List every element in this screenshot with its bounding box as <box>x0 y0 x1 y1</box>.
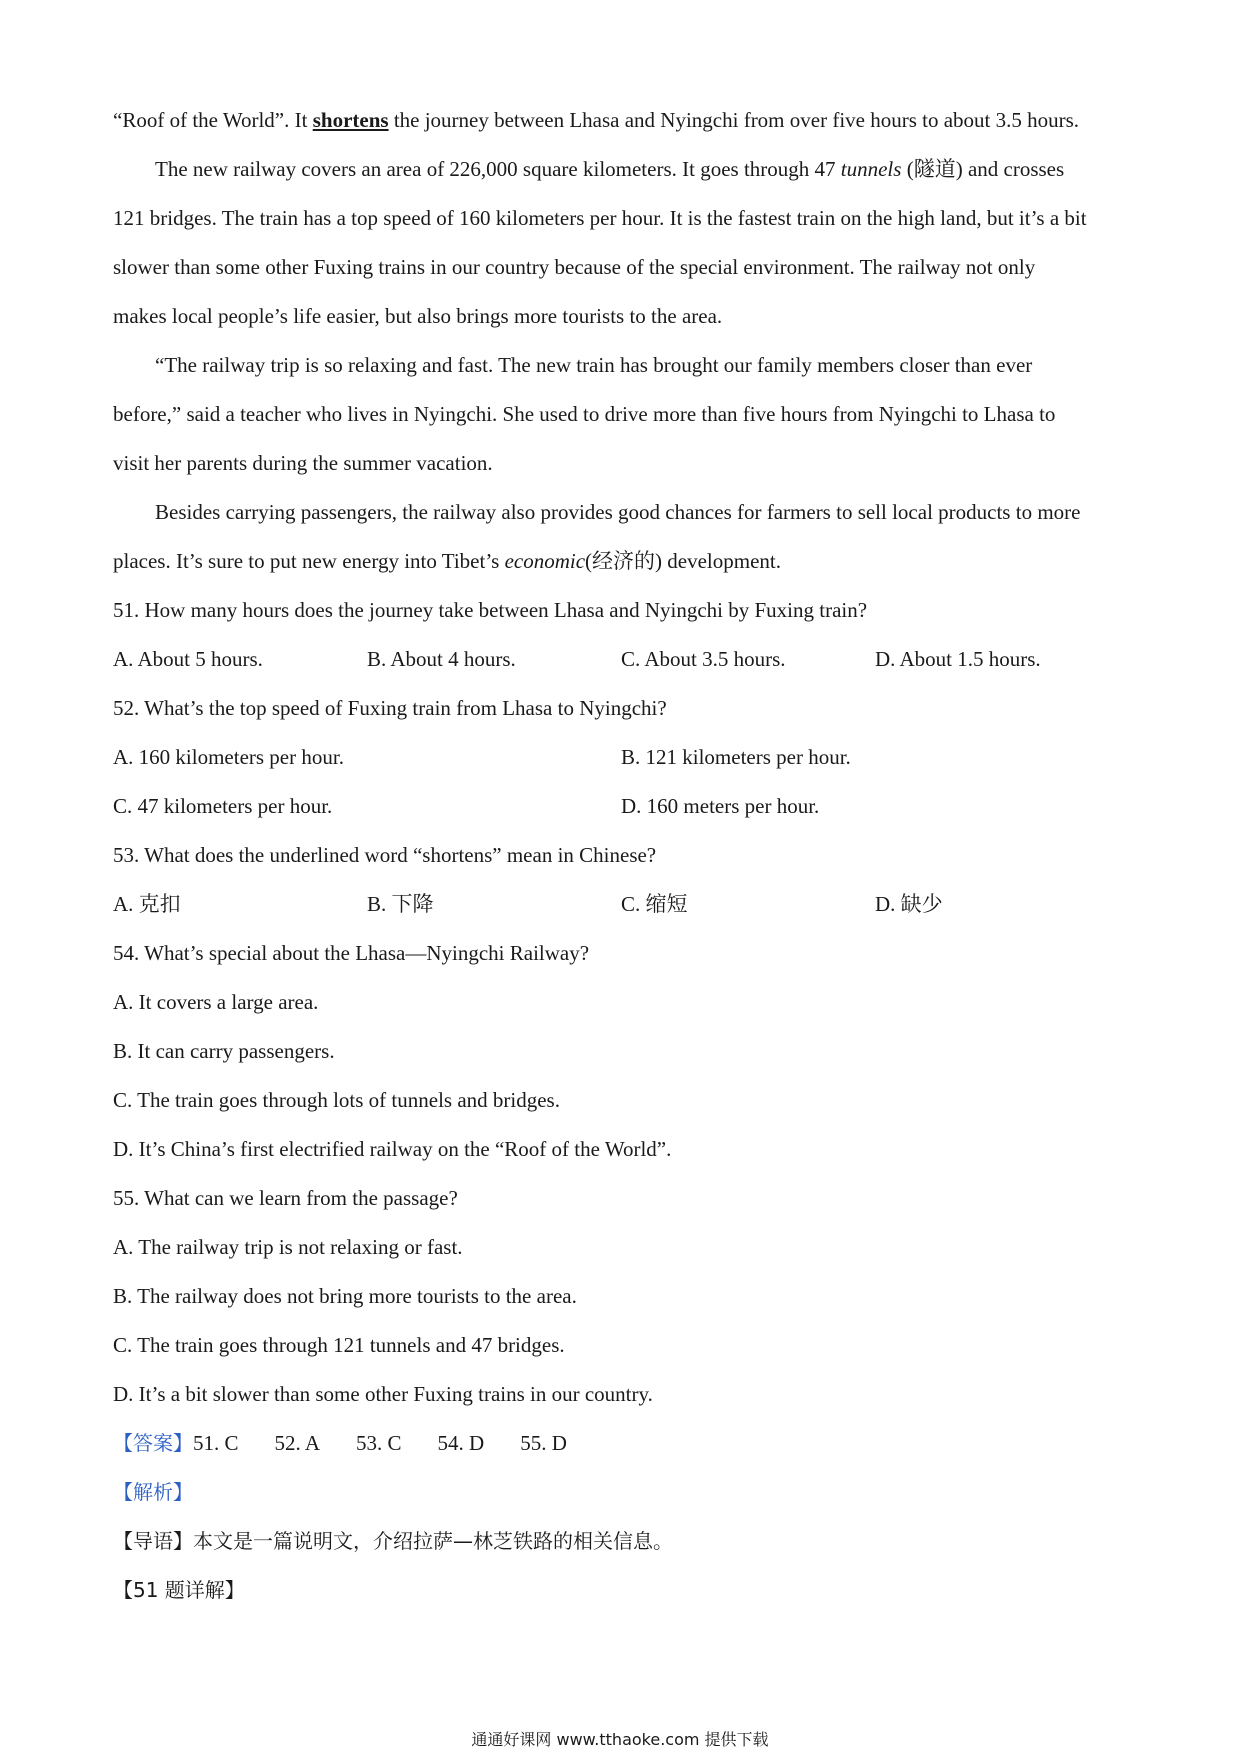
option-b: B. 121 kilometers per hour. <box>621 745 851 769</box>
question-52-stem: 52. What’s the top speed of Fuxing train from Lhasa to Nyingchi? <box>113 696 667 720</box>
option-b: B. It can carry passengers. <box>113 1039 335 1063</box>
intro-line <box>113 1517 1133 1566</box>
option-d: D. It’s China’s first electrified railway on the “Roof of the World”. <box>113 1137 672 1161</box>
option-b: B. 下降 <box>367 892 434 916</box>
option-c: C. About 3.5 hours. <box>621 647 786 671</box>
option-c: C. The train goes through lots of tunnels and bridges. <box>113 1088 560 1112</box>
analysis-line <box>113 1468 1133 1517</box>
analysis-tag: 【解析】 <box>113 1480 193 1504</box>
passage-line: Besides carrying passengers, the railway also provides good chances for farmers to sell local products to more <box>155 500 1081 524</box>
passage-text: The new railway covers an area of 226,000 square kilometers. It goes through 47 <box>155 157 841 181</box>
option-a: A. The railway trip is not relaxing or fast. <box>113 1235 463 1259</box>
passage-text: the journey between Lhasa and Nyingchi from over five hours to about 3.5 hours. <box>388 108 1080 132</box>
question-52-options-row1 <box>113 733 1133 782</box>
passage-line <box>113 537 1133 586</box>
passage-line: before,” said a teacher who lives in Nyingchi. She used to drive more than five hours from Nyingchi to Lhasa to <box>113 402 1056 426</box>
passage-line: “The railway trip is so relaxing and fast. The new train has brought our family members closer than ever <box>155 353 1033 377</box>
passage-line: visit her parents during the summer vacation. <box>113 451 493 475</box>
italic-word-economic: economic <box>504 549 586 573</box>
question-53-stem: 53. What does the underlined word “shortens” mean in Chinese? <box>113 843 657 867</box>
underlined-word-shortens: shortens <box>312 108 389 132</box>
intro-text: 本文是一篇说明文，介绍拉萨—林芝铁路的相关信息。 <box>193 1529 673 1553</box>
answer-item: 54. D <box>437 1431 485 1455</box>
question-55-stem: 55. What can we learn from the passage? <box>113 1186 458 1210</box>
passage-line <box>113 96 1133 145</box>
passage-line: 121 bridges. The train has a top speed of 160 kilometers per hour. It is the fastest train on the high land, but it’s a bit <box>113 206 1087 230</box>
passage-text: (经济的) development. <box>585 549 781 573</box>
answer-item: 51. C <box>193 1431 239 1455</box>
question-54-stem: 54. What’s special about the Lhasa—Nyingchi Railway? <box>113 941 590 965</box>
document-page <box>113 96 1133 1615</box>
option-a: A. It covers a large area. <box>113 990 319 1014</box>
option-a: A. About 5 hours. <box>113 647 263 671</box>
passage-text: (隧道) and crosses <box>901 157 1065 181</box>
question-51-options <box>113 635 1133 684</box>
option-b: B. About 4 hours. <box>367 647 516 671</box>
option-c: C. 47 kilometers per hour. <box>113 794 333 818</box>
passage-line: makes local people’s life easier, but also brings more tourists to the area. <box>113 304 723 328</box>
passage-text: places. It’s sure to put new energy into Tibet’s <box>113 549 505 573</box>
passage-line: slower than some other Fuxing trains in our country because of the special environment. The railway not only <box>113 255 1036 279</box>
option-a: A. 克扣 <box>113 892 181 916</box>
passage-line <box>113 145 1133 194</box>
option-d: D. 缺少 <box>875 892 943 916</box>
question-53-options <box>113 880 1133 929</box>
question-51-stem: 51. How many hours does the journey take between Lhasa and Nyingchi by Fuxing train? <box>113 598 868 622</box>
answer-tag: 【答案】 <box>113 1431 193 1455</box>
option-d: D. 160 meters per hour. <box>621 794 820 818</box>
option-c: C. The train goes through 121 tunnels and 47 bridges. <box>113 1333 565 1357</box>
answer-item: 53. C <box>356 1431 402 1455</box>
option-b: B. The railway does not bring more tourists to the area. <box>113 1284 577 1308</box>
option-d: D. About 1.5 hours. <box>875 647 1041 671</box>
passage-text: “Roof of the World”. It <box>113 108 313 132</box>
intro-tag: 【导语】 <box>113 1529 193 1553</box>
option-c: C. 缩短 <box>621 892 688 916</box>
option-a: A. 160 kilometers per hour. <box>113 745 344 769</box>
answer-item: 52. A <box>274 1431 321 1455</box>
page-footer: 通通好课网 www.tthaoke.com 提供下载 <box>471 1730 769 1749</box>
answer-item: 55. D <box>520 1431 567 1455</box>
question-52-options-row2 <box>113 782 1133 831</box>
italic-word-tunnels: tunnels <box>840 157 902 181</box>
option-d: D. It’s a bit slower than some other Fuxing trains in our country. <box>113 1382 653 1406</box>
detail-heading: 【51 题详解】 <box>113 1578 245 1602</box>
answer-line <box>113 1419 1133 1468</box>
